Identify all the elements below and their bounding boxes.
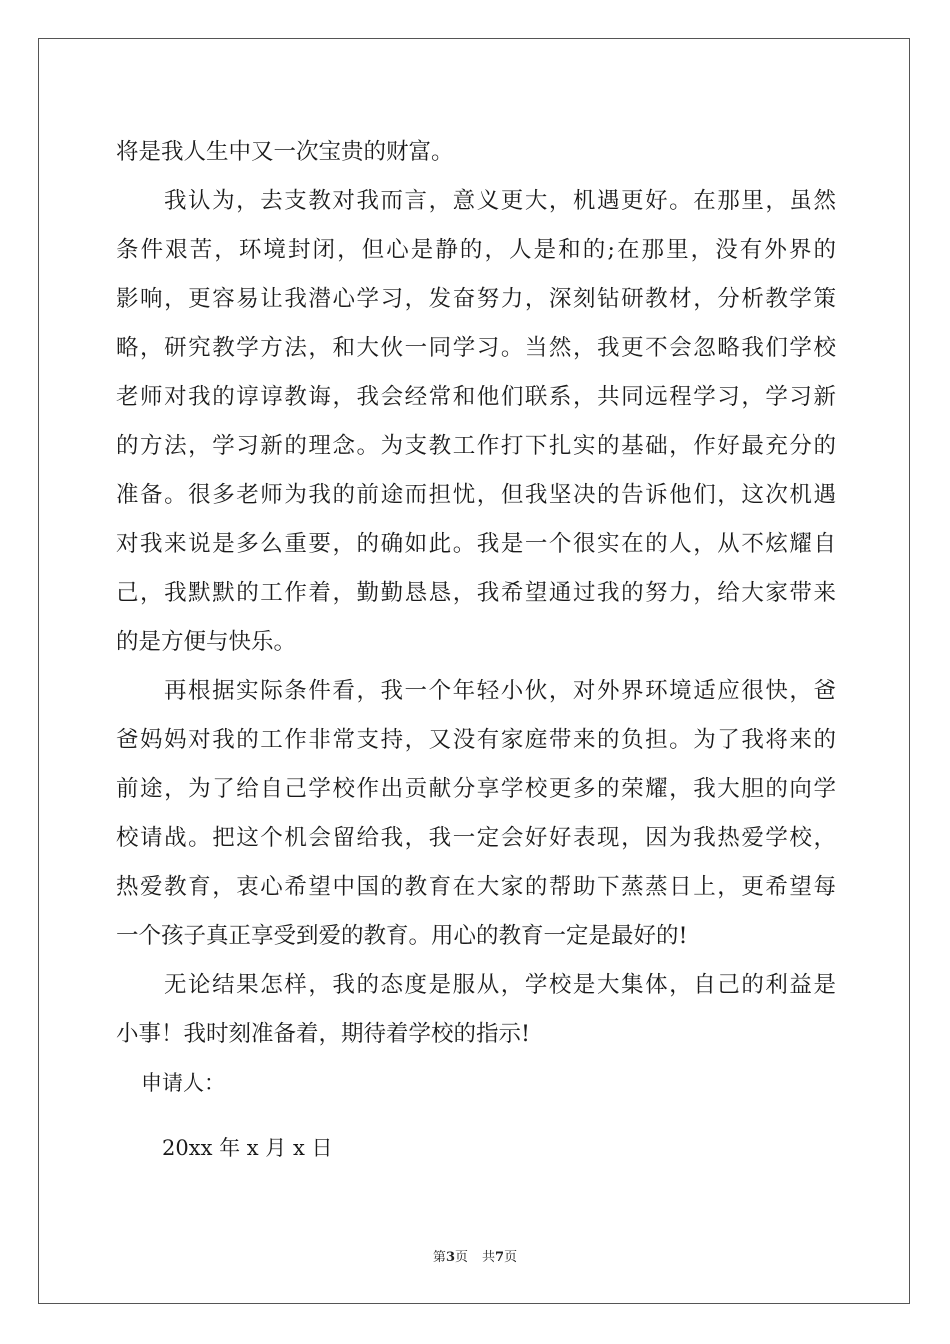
applicant-label: 申请人： bbox=[141, 1071, 225, 1095]
paragraph-line: 校请战。把这个机会留给我，我一定会好好表现，因为我热爱学校， bbox=[116, 825, 836, 851]
total-suffix: 页 bbox=[504, 1250, 518, 1265]
paragraph-line: 略，研究教学方法，和大伙一同学习。当然，我更不会忽略我们学校 bbox=[116, 335, 836, 361]
page-footer bbox=[0, 1246, 950, 1265]
page-number: 3 bbox=[445, 1250, 455, 1265]
paragraph-line: 老师对我的谆谆教诲，我会经常和他们联系，共同远程学习，学习新 bbox=[116, 384, 836, 410]
paragraph-line: 一个孩子真正享受到爱的教育。用心的教育一定是最好的! bbox=[116, 923, 688, 949]
paragraph-line: 将是我人生中又一次宝贵的财富。 bbox=[116, 139, 454, 165]
paragraph-line: 我认为，去支教对我而言，意义更大，机遇更好。在那里，虽然 bbox=[164, 188, 836, 214]
paragraph-line: 前途，为了给自己学校作出贡献分享学校更多的荣耀，我大胆的向学 bbox=[116, 776, 836, 802]
paragraph-line: 对我来说是多么重要，的确如此。我是一个很实在的人，从不炫耀自 bbox=[116, 531, 836, 557]
page-prefix: 第 bbox=[432, 1250, 446, 1265]
paragraph-line: 条件艰苦，环境封闭，但心是静的，人是和的;在那里，没有外界的 bbox=[116, 237, 836, 263]
paragraph-line: 的方法，学习新的理念。为支教工作打下扎实的基础，作好最充分的 bbox=[116, 433, 836, 459]
paragraph-line: 的是方便与快乐。 bbox=[116, 629, 297, 655]
paragraph-line: 热爱教育，衷心希望中国的教育在大家的帮助下蒸蒸日上，更希望每 bbox=[116, 874, 836, 900]
paragraph-line: 爸妈妈对我的工作非常支持，又没有家庭带来的负担。为了我将来的 bbox=[116, 727, 836, 753]
total-pages: 7 bbox=[495, 1250, 505, 1265]
document-body bbox=[116, 128, 836, 1173]
paragraph-line: 己，我默默的工作着，勤勤恳恳，我希望通过我的努力，给大家带来 bbox=[116, 580, 836, 606]
signature-date: 20xx 年 x 月 x 日 bbox=[162, 1136, 333, 1160]
paragraph-line: 准备。很多老师为我的前途而担忧，但我坚决的告诉他们，这次机遇 bbox=[116, 482, 836, 508]
paragraph-line: 小事！我时刻准备着，期待着学校的指示! bbox=[116, 1021, 531, 1047]
paragraph-line: 再根据实际条件看，我一个年轻小伙，对外界环境适应很快，爸 bbox=[164, 678, 836, 704]
paragraph-line: 无论结果怎样，我的态度是服从，学校是大集体，自己的利益是 bbox=[164, 972, 836, 998]
total-prefix: 共 bbox=[482, 1250, 496, 1265]
page-suffix: 页 bbox=[454, 1250, 468, 1265]
paragraph-line: 影响，更容易让我潜心学习，发奋努力，深刻钻研教材，分析教学策 bbox=[116, 286, 836, 312]
